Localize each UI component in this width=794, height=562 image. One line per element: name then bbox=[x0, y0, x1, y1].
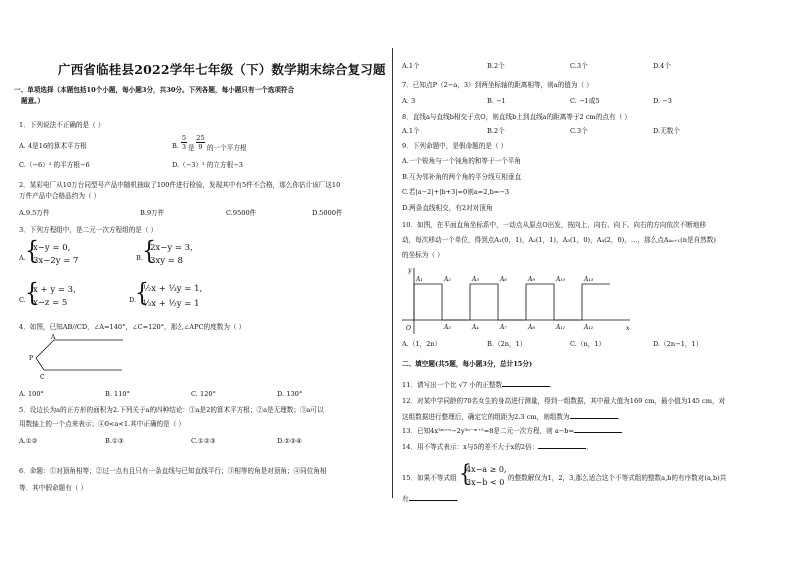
q3-option-d-eq1: ½x + ⅓y = 1, bbox=[143, 284, 203, 294]
q9-text: 9．下列命题中，是假命题的是（ ） bbox=[402, 142, 508, 150]
q5-text: 5．设边长为a的正方形的面积为2.下列关于a的四种结论：①a是2的算术平方根；②a是无理数；③a可以 bbox=[19, 406, 324, 414]
point-label-top: A₂ bbox=[444, 276, 451, 283]
segment-pc bbox=[36, 358, 44, 370]
q6-text: 6．命题：①对顶角相等；②过一点有且只有一条直线与已知直线平行；③相等的角是对顶角；④同位角相 bbox=[19, 467, 327, 475]
q2-option-b: B.9万件 bbox=[140, 209, 165, 217]
q7-option-a: A. 3 bbox=[402, 97, 416, 105]
q4-option-c: C. 120° bbox=[191, 390, 216, 398]
q9-option-a: A.一个锐角与一个钝角的和等于一个平角 bbox=[402, 157, 521, 165]
segment-ap bbox=[36, 340, 54, 358]
q5-text-cont: 用数轴上的一个点来表示；④0<a<1.其中正确的是（ ） bbox=[19, 420, 186, 428]
q1-option-d: D.（−3）³ 的立方根−3 bbox=[172, 161, 243, 169]
q3-brace-c: { bbox=[25, 279, 39, 308]
q1-option-c: C.（−6）² 的平方根−6 bbox=[19, 161, 90, 169]
q8-text: 8．直线a与直线b相交于点O，则直线b上到直线a的距离等于2 cm的点有（ ） bbox=[402, 113, 631, 121]
point-label-top: A₁₀ bbox=[556, 276, 566, 283]
q4-option-d: D. 130° bbox=[277, 390, 303, 398]
q5-option-d: D.②③④ bbox=[277, 437, 302, 445]
q10-option-a: A.（1，2n） bbox=[402, 340, 442, 348]
q8-option-d: D.无数个 bbox=[653, 127, 680, 135]
q6-option-c: C.3个 bbox=[570, 62, 588, 70]
q8-option-a: A.1个 bbox=[402, 127, 420, 135]
q2-option-a: A.9.5万件 bbox=[19, 209, 50, 217]
q4-option-b: B. 110° bbox=[105, 390, 130, 398]
q15-text-pre: 15．如果不等式组 bbox=[402, 474, 457, 482]
q11-text: 11．请写出一个比 √7 小的正整数 ． bbox=[402, 381, 557, 389]
q9-option-d: D.两条直线相交，有2对对顶角 bbox=[402, 204, 493, 212]
point-label-top: A₁ bbox=[416, 276, 423, 283]
point-label-bottom: A₃ bbox=[444, 324, 451, 331]
q3-option-b-eq2: 3xy = 8 bbox=[150, 256, 183, 266]
section-1-heading: 一、单项选择（本题包括10个小题，每小题3分，共30分。下列各题，每小题只有一个选项符合 bbox=[14, 86, 295, 94]
point-label-top: A₁₃ bbox=[584, 276, 594, 283]
q13-text: 13．已知4x³ᵐ⁺ⁿ−2y³ⁿ⁻ᵐ⁺⁵=8是二元一次方程，则 a−b= bbox=[402, 426, 622, 435]
q7-option-d: D. −3 bbox=[653, 97, 672, 105]
q5-option-c: C.①②③ bbox=[191, 437, 216, 445]
q3-brace-a: { bbox=[25, 237, 39, 266]
label-c: C bbox=[40, 374, 45, 381]
origin-label: O bbox=[406, 325, 411, 332]
point-label-top: A₅ bbox=[472, 276, 479, 283]
exam-page: 广西省临桂县2022学年七年级（下）数学期末综合复习题 一、单项选择（本题包括10个小题，每小题3分，共30分。下列各题，每小题只有一个选项符合 题意。） 1．下列说法不正确的是（ ） A. 4是16的算术平方根 B. 5 3 是 25 9 的一个平方根 C.（−6）² 的平方根−6 D.（−3）³ 的立方根−3 2．某彩电厂从10万台同型号产品中随机抽取了100件进行检验，发现其中有5件不合格，那么你估计该厂这10 万件产品中合格品约为（ ） A.9.5万件 B.9万件 C.9500件 D.5000件 3．下列方程组中，是二元一次方程组的是（ ） A. { x−y = 0, 3x−2y = 7 B. { 2x−y = 3, 3xy = 8 C. { x + y = 3, x−z = 5 D. { ½x + ⅓y = 1, ⅓x + ½y = 1 4．如图，已知AB//CD，∠A=140°，∠C=120°，那么∠APC的度数为（ ） A P C A. 100° B. 110° C. 120° D. 130° 5．设边长为a的正方形的面积为2.下列关于a的四种结论：①a是2的算术平方根；②a是无理数；③a可以 用数轴上的一个点来表示；④0<a<1.其中正确的是（ ） A.①② B.①③ C.①②③ D.②③④ 6．命题：①对顶角相等；②过一点有且只有一条直线与已知直线平行；③相等的角是对顶角；④同位角相 等．其中假命题有（ ） A.1个 B.2个 C.3个 D.4个 7．已知点P（2−a，3）到两坐标轴的距离相等，则a的值为（ ） A. 3 B. −1 C. −1或5 D. −3 8．直线a与直线b相交于点O，则直线b上到直线a的距离等于2 cm的点有（ ） A.1个 B.2个 C.3个 D.无数个 9．下列命题中，是假命题的是（ ） A.一个锐角与一个钝角的和等于一个平角 B.互为邻补角的两个角的平分线互相垂直 C.若|a−2|+|b+3|=0则a=2,b=−3 D.两条直线相交，有2对对顶角 10．如图，在平面直角坐标系中，一动点从原点O出发，按向上、向右、向下、向右的方向依次不断地移 动，每次移动一个单位，得到点A₁(0，1)，A₂(1，1)，A₃(1，0)，A₄(2，0)，…，那么点A₄ₙ₊₁(n是自然数) 的坐标为（ ） x y O A₁ A₂ A₅ A₆ A₉ A₁₀ A₁₃ A₃ A₄ A₇ A₈ A₁₁ A₁₂ A.（1，2n） B.（2n，1） C.（n，1） D.（2n−1，1） 二、填空题(共5题，每小题3分，总计15分) 11．请写出一个比 √7 小的正整数 ． 12．对某中学同龄的70名女生的身高进行测量，得到一组数据，其中最大值为169 cm，最小值为145 cm，对 这组数据进行整理后，确定它的组距为2.3 cm，则组数为 ． 13．已知4x³ᵐ⁺ⁿ−2y³ⁿ⁻ᵐ⁺⁵=8是二元一次方程，则 a−b= 14．用不等式表示：x与5的差不大于x的2倍： ． 15．如果不等式组 { 4x−a ≥ 0, 3x−b < 0 的整数解仅为1，2，3,那么适合这个不等式组的整数a,b的有序数对(a,b)共 有 ． bbox=[0, 0, 794, 562]
section-2-heading: 二、填空题(共5题，每小题3分，总计15分) bbox=[402, 360, 533, 368]
q12-text: 12．对某中学同龄的70名女生的身高进行测量，得到一组数据，其中最大值为169 cm，最小值为145 cm，对 bbox=[402, 397, 726, 405]
point-label-bottom: A₇ bbox=[500, 324, 507, 331]
q3-option-a-eq2: 3x−2y = 7 bbox=[33, 256, 79, 266]
q15-brace: { bbox=[459, 459, 472, 487]
q3-option-d-eq2: ⅓x + ½y = 1 bbox=[143, 299, 200, 309]
q12-text-cont: 这组数据进行整理后，确定它的组距为2.3 cm，则组数为 ． bbox=[402, 413, 625, 421]
q2-option-d: D.5000件 bbox=[312, 209, 343, 217]
q2-text-cont: 万件产品中合格品约为（ ） bbox=[19, 192, 101, 200]
q3-brace-b: { bbox=[142, 237, 156, 266]
q1-option-a: A. 4是16的算术平方根 bbox=[19, 142, 87, 150]
q15-eq2: 3x−b < 0 bbox=[466, 478, 505, 487]
q14-text: 14．用不等式表示：x与5的差不大于x的2倍： ． bbox=[402, 443, 593, 451]
q1-text: 1．下列说法不正确的是（ ） bbox=[19, 121, 105, 129]
q10-text-cont2: 的坐标为（ ） bbox=[402, 251, 444, 259]
q5-option-a: A.①② bbox=[19, 437, 38, 445]
q10-text-cont: 动，每次移动一个单位，得到点A₁(0，1)，A₂(1，1)，A₃(1，0)，A₄(2，0)，…，那么点A₄ₙ₊₁(n是自然数) bbox=[402, 236, 716, 244]
q4-text: 4．如图，已知AB//CD，∠A=140°，∠C=120°，那么∠APC的度数为（ ） bbox=[19, 323, 246, 331]
q4-option-a: A. 100° bbox=[19, 390, 44, 398]
q7-text: 7．已知点P（2−a，3）到两坐标轴的距离相等，则a的值为（ ） bbox=[402, 81, 593, 89]
q5-option-b: B.①③ bbox=[105, 437, 124, 445]
q8-option-c: C.3个 bbox=[570, 127, 588, 135]
q3-option-a-eq1: x−y = 0, bbox=[33, 243, 71, 253]
q6-option-d: D.4个 bbox=[653, 62, 671, 70]
q6-text-cont: 等．其中假命题有（ ） bbox=[19, 484, 88, 492]
point-label-bottom: A₈ bbox=[528, 324, 535, 331]
section-1-heading-cont: 题意。） bbox=[21, 97, 45, 105]
x-axis-label: x bbox=[626, 325, 630, 332]
label-a: A bbox=[51, 334, 56, 341]
q15-text-cont: 有 ． bbox=[402, 495, 464, 503]
q2-option-c: C.9500件 bbox=[226, 209, 257, 217]
q4-figure bbox=[18, 334, 128, 384]
q3-option-c-eq1: x + y = 3, bbox=[33, 285, 76, 295]
point-label-top: A₉ bbox=[528, 276, 535, 283]
q10-text: 10．如图，在平面直角坐标系中，一动点从原点O出发，按向上、向右、向下、向右的方向依次不断地移 bbox=[402, 221, 706, 229]
q9-option-c: C.若|a−2|+|b+3|=0则a=2,b=−3 bbox=[402, 188, 510, 196]
q15-eq1: 4x−a ≥ 0, bbox=[466, 465, 507, 474]
q10-option-b: B.（2n，1） bbox=[487, 340, 527, 348]
q3-option-c-eq2: x−z = 5 bbox=[33, 298, 68, 308]
q8-option-b: B.2个 bbox=[487, 127, 505, 135]
y-axis-label: y bbox=[408, 267, 412, 274]
q2-text: 2．某彩电厂从10万台同型号产品中随机抽取了100件进行检验，发现其中有5件不合格，那么你估计该厂这10 bbox=[19, 181, 341, 189]
point-label-bottom: A₁₁ bbox=[556, 324, 566, 331]
q3-option-d-label: D. bbox=[129, 296, 137, 304]
q15-text-post: 的整数解仅为1，2，3,那么适合这个不等式组的整数a,b的有序数对(a,b)共 bbox=[508, 474, 727, 482]
q7-option-c: C. −1或5 bbox=[570, 97, 600, 105]
q10-option-d: D.（2n−1，1） bbox=[653, 340, 703, 348]
q10-option-c: C.（n，1） bbox=[570, 340, 606, 348]
q9-option-b: B.互为邻补角的两个角的平分线互相垂直 bbox=[402, 173, 522, 181]
q3-option-b-label: B. bbox=[136, 254, 143, 262]
point-label-bottom: A₄ bbox=[472, 324, 479, 331]
column-divider bbox=[392, 48, 393, 498]
point-label-bottom: A₁₂ bbox=[584, 324, 594, 331]
step-path bbox=[414, 284, 610, 320]
q7-option-b: B. −1 bbox=[487, 97, 506, 105]
q3-brace-d: { bbox=[135, 279, 149, 308]
q6-option-b: B.2个 bbox=[487, 62, 505, 70]
label-p: P bbox=[29, 355, 34, 362]
page-title: 广西省临桂县2022学年七年级（下）数学期末综合复习题 bbox=[58, 62, 386, 77]
point-label-top: A₆ bbox=[500, 276, 507, 283]
q3-option-b-eq1: 2x−y = 3, bbox=[150, 243, 193, 253]
q10-figure bbox=[402, 264, 632, 336]
q3-option-c-label: C. bbox=[19, 296, 26, 304]
q3-text: 3．下列方程组中，是二元一次方程组的是（ ） bbox=[19, 226, 158, 234]
q6-option-a: A.1个 bbox=[402, 62, 420, 70]
q3-option-a-label: A. bbox=[19, 254, 26, 262]
